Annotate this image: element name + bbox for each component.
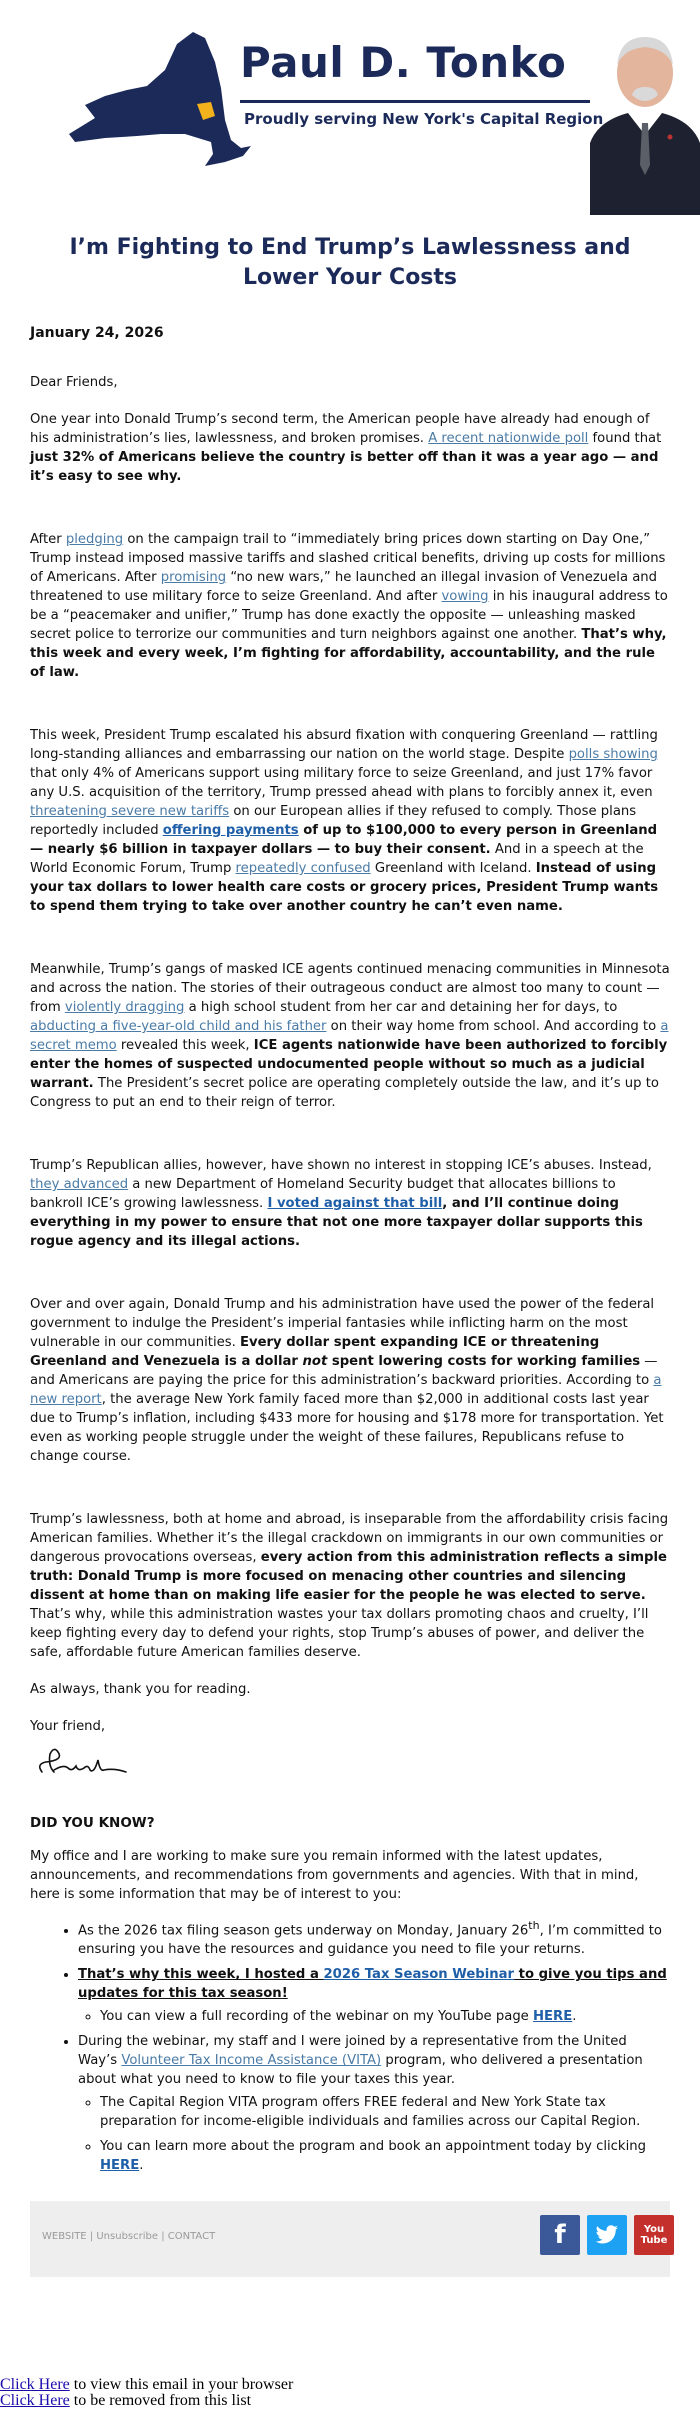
new-report-link[interactable]: a new report (30, 1373, 662, 1407)
sender-name: Paul D. Tonko (240, 38, 567, 87)
website-link[interactable]: WEBSITE (42, 2231, 87, 2243)
poll-link[interactable]: A recent nationwide poll (428, 431, 589, 446)
new-york-state-map-icon (65, 30, 255, 180)
list-item: • That’s why this week, I hosted a 2026 Tax Season Webinar to give you tips and updates for this tax season! ◦ You can view a full recording of the webinar on my YouTube page HERE. (78, 1965, 670, 2026)
youtube-here-link[interactable]: HERE (533, 2009, 573, 2025)
webinar-link[interactable]: 2026 Tax Season Webinar (323, 1967, 515, 1983)
signature-image (34, 1742, 134, 1782)
paragraph-3: This week, President Trump escalated his absurd fixation with conquering Greenland — rattling long-standing alliances and embarrassing our nation on the world stage. Despite polls showing that only 4% of Americans support using military force to seize Greenland, and just 17% favor any U.S. acquisition of the territory, Trump pressed ahead with plans to forcibly annex it, even threatening severe new tariffs on our European allies if they refused to comply. Those plans reportedly included offering payments of up to $100,000 to every person in Greenland — nearly $6 billion in taxpayer dollars — to buy their consent. And in a speech at the World Economic Forum, Trump repeatedly confused Greenland with Iceland. Instead of using your tax dollars to lower health care costs or grocery prices, President Trump wants to spend them trying to take over another country he can’t even name. (30, 728, 659, 914)
email-container (30, 0, 670, 2277)
promising-link[interactable]: promising (160, 570, 227, 585)
youtube-icon[interactable]: You Tube (634, 2215, 674, 2255)
info-list (30, 1916, 670, 2175)
paragraph-7: Trump’s lawlessness, both at home and abroad, is inseparable from the affordability crisis facing American families. Whether it’s the illegal crackdown on immigrants in our own communities or dangerous provocations overseas, every action from this administration reflects a simple truth: Donald Trump is more focused on menacing other countries and silencing dissent at home than on making life easier for the people he was elected to serve. That’s why, while this administration wastes your tax dollars promoting chaos and cruelty, I’ll keep fighting every day to defend your rights, stop Trump’s abuses of power, and deliver the safe, affordable future American families deserve. (30, 1512, 669, 1660)
did-you-know-intro: My office and I are working to make sure you remain informed with the latest updates, announcements, and recommendations from governments and agencies. With that in mind, here is some information that may be of interest to you: (30, 1849, 639, 1902)
footer (30, 2201, 670, 2277)
contact-link[interactable]: CONTACT (167, 2231, 216, 2243)
vita-link[interactable]: Volunteer Tax Income Assistance (VITA) (121, 2053, 382, 2069)
bottom-links: Click Here to view this email in your browser Click Here to be removed from this list (0, 2376, 294, 2409)
vowing-link[interactable]: vowing (441, 589, 489, 604)
polls-showing-link[interactable]: polls showing (568, 747, 658, 762)
paragraph-2: After pledging on the campaign trail to “immediately bring prices down starting on Day One,” Trump instead imposed massive tariffs and slashed critical benefits, driving up costs for millions of Americans. After promising “no new wars,” he launched an illegal invasion of Venezuela and threatened to use military force to seize Greenland. And after vowing in his inaugural address to be a “peacemaker and unifier,” Trump has done exactly the opposite — unleashing masked secret police to terrorize our communities and turn neighbors against one another. That’s why, this week and every week, I’m fighting for affordability, accountability, and the rule of law. (30, 532, 668, 680)
sub-list (78, 2007, 670, 2026)
header-banner (30, 0, 670, 215)
tagline-rule (240, 100, 590, 103)
did-you-know-heading: DID YOU KNOW? (30, 1815, 155, 1831)
closing: As always, thank you for reading. (30, 1682, 251, 1697)
tariffs-link[interactable]: threatening severe new tariffs (30, 804, 230, 819)
remove-from-list-link[interactable]: Click Here (0, 2392, 70, 2409)
vita-here-link[interactable]: HERE (100, 2158, 140, 2174)
repeatedly-confused-link[interactable]: repeatedly confused (235, 861, 371, 876)
voted-against-link[interactable]: I voted against that bill (267, 1196, 443, 1211)
portrait-photo (590, 25, 700, 215)
view-in-browser-link[interactable]: Click Here (0, 2376, 70, 2393)
signoff: Your friend, (30, 1719, 106, 1734)
tagline: Proudly serving New York's Capital Region (244, 110, 604, 128)
twitter-icon[interactable] (587, 2215, 627, 2255)
facebook-icon[interactable]: f (540, 2215, 580, 2255)
violently-dragging-link[interactable]: violently dragging (64, 1000, 185, 1015)
pledging-link[interactable]: pledging (65, 532, 124, 547)
footer-links: WEBSITE | Unsubscribe | CONTACT (42, 2231, 216, 2243)
paragraph-4: Meanwhile, Trump’s gangs of masked ICE agents continued menacing communities in Minnesota and across the nation. The stories of their outrageous conduct are almost too many to count — from violently dragging a high school student from her car and detaining her for days, to abducting a five-year-old child and his father on their way home from school. And according to a secret memo revealed this week, ICE agents nationwide have been authorized to forcibly enter the homes of suspected undocumented people without so much as a judicial warrant. The President’s secret police are operating completely outside the law, and it’s up to Congress to put an end to their reign of terror. (30, 962, 670, 1110)
date: January 24, 2026 (30, 325, 164, 341)
headline: I’m Fighting to End Trump’s Lawlessness and Lower Your Costs (69, 235, 631, 290)
signature (34, 1742, 670, 1788)
sub-list (78, 2093, 670, 2175)
greeting: Dear Friends, (30, 375, 118, 390)
secret-memo-link[interactable]: a secret memo (30, 1019, 669, 1053)
letter-body (30, 373, 670, 2175)
offering-payments-link[interactable]: offering payments (162, 823, 299, 838)
list-item: ◦ You can view a full recording of the webinar on my YouTube page HERE. (100, 2007, 670, 2026)
paragraph-6: Over and over again, Donald Trump and his administration have used the power of the federal government to indulge the President’s imperial fantasies while inflicting harm on the most vulnerable in our communities. Every dollar spent expanding ICE or threatening Greenland and Venezuela is a dollar not spent lowering costs for working families — and Americans are paying the price for this administration’s backward priorities. According to a new report, the average New York family faced more than $2,000 in additional costs last year due to Trump’s inflation, including $433 more for housing and $178 more for transportation. Yet even as working people struggle under the weight of these failures, Republicans refuse to change course. (30, 1297, 664, 1464)
list-item: • During the webinar, my staff and I were joined by a representative from the United Way’s Volunteer Tax Income Assistance (VITA) program, who delivered a presentation about what you need to know to file your taxes this year. ◦ The Capital Region VITA program offers FREE federal and New York State tax preparation for income-eligible individuals and families across our Capital Region. ◦ You can learn more about the program and book an appointment today by clicking HERE. (78, 2032, 670, 2175)
unsubscribe-link[interactable]: Unsubscribe (96, 2231, 159, 2243)
they-advanced-link[interactable]: they advanced (30, 1177, 129, 1192)
list-item: ◦ The Capital Region VITA program offers FREE federal and New York State tax preparation for income-eligible individuals and families across our Capital Region. (100, 2093, 670, 2131)
paragraph-5: Trump’s Republican allies, however, have shown no interest in stopping ICE’s abuses. Instead, they advanced a new Department of Homeland Security budget that allocates billions to bankroll ICE’s growing lawlessness. I voted against that bill, and I’ll continue doing everything in my power to ensure that not one more taxpayer dollar supports this rogue agency and its illegal actions. (30, 1158, 652, 1249)
list-item: • As the 2026 tax filing season gets underway on Monday, January 26th, I’m committed to ensuring you have the resources and guidance you need to file your returns. (78, 1916, 670, 1959)
list-item: ◦ You can learn more about the program and book an appointment today by clicking HERE. (100, 2137, 670, 2175)
paragraph-1: One year into Donald Trump’s second term, the American people have already had enough of his administration’s lies, lawlessness, and broken promises. A recent nationwide poll found that just 32% of Americans believe the country is better off than it was a year ago — and it’s easy to see why. (30, 412, 662, 484)
abducting-link[interactable]: abducting a five-year-old child and his father (30, 1019, 327, 1034)
